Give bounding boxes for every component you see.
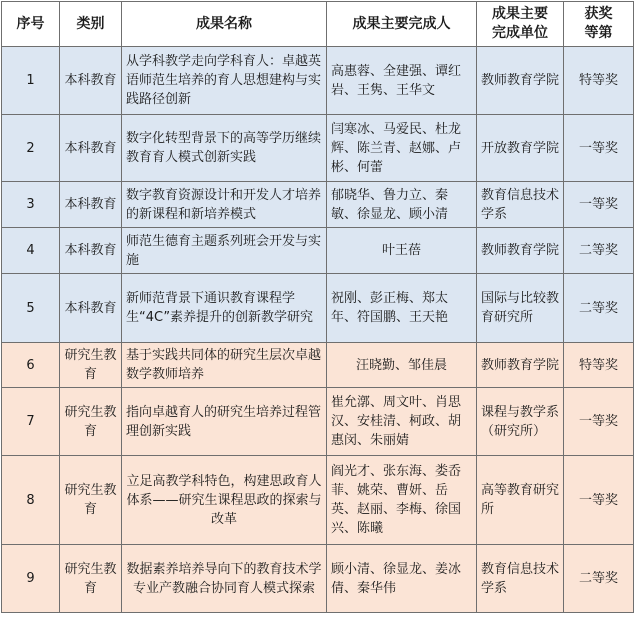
row-title: 数据素养培养导向下的教育技术学专业产教融合协同育人模式探索	[122, 545, 327, 613]
table-row	[2, 228, 634, 274]
row-no: 9	[2, 545, 60, 613]
row-unit: 开放教育学院	[477, 115, 564, 182]
row-no: 5	[2, 274, 60, 343]
row-prize: 特等奖	[564, 47, 634, 115]
row-prize: 特等奖	[564, 343, 634, 388]
row-category: 研究生教育	[60, 343, 122, 388]
header-category: 类别	[60, 2, 122, 47]
row-category: 本科教育	[60, 182, 122, 228]
row-title: 立足高教学科特色，构建思政育人体系——研究生课程思政的探索与改革	[122, 456, 327, 545]
row-category: 本科教育	[60, 47, 122, 115]
table-row	[2, 545, 634, 613]
row-title: 从学科教学走向学科育人：卓越英语师范生培养的育人思想建构与实践路径创新	[122, 47, 327, 115]
row-prize: 一等奖	[564, 115, 634, 182]
row-category: 本科教育	[60, 115, 122, 182]
row-prize: 二等奖	[564, 545, 634, 613]
row-no: 8	[2, 456, 60, 545]
row-no: 2	[2, 115, 60, 182]
table-row	[2, 47, 634, 115]
row-title: 新师范背景下通识教育课程学生“4C”素养提升的创新教学研究	[122, 274, 327, 343]
row-title: 指向卓越育人的研究生培养过程管理创新实践	[122, 388, 327, 456]
row-people: 汪晓勤、邹佳晨	[327, 343, 477, 388]
row-category: 本科教育	[60, 228, 122, 274]
table-row	[2, 115, 634, 182]
row-prize: 一等奖	[564, 182, 634, 228]
row-unit: 课程与教学系（研究所）	[477, 388, 564, 456]
table-row	[2, 182, 634, 228]
row-title: 数字教育资源设计和开发人才培养的新课程和新培养模式	[122, 182, 327, 228]
header-unit: 成果主要完成单位	[477, 2, 564, 47]
row-title: 基于实践共同体的研究生层次卓越数学教师培养	[122, 343, 327, 388]
row-unit: 教师教育学院	[477, 228, 564, 274]
row-unit: 教师教育学院	[477, 47, 564, 115]
row-no: 1	[2, 47, 60, 115]
row-title: 数字化转型背景下的高等学历继续教育育人模式创新实践	[122, 115, 327, 182]
row-people: 闫寒冰、马爱民、杜龙辉、陈兰青、赵娜、卢彬、何蕾	[327, 115, 477, 182]
table-row	[2, 343, 634, 388]
row-people: 祝刚、彭正梅、郑太年、符国鹏、王天艳	[327, 274, 477, 343]
awards-table	[1, 1, 634, 613]
header-prize: 获奖等第	[564, 2, 634, 47]
row-no: 4	[2, 228, 60, 274]
row-category: 研究生教育	[60, 456, 122, 545]
header-people: 成果主要完成人	[327, 2, 477, 47]
row-category: 本科教育	[60, 274, 122, 343]
row-people: 崔允漷、周文叶、肖思汉、安桂清、柯政、胡惠闵、朱丽婧	[327, 388, 477, 456]
row-no: 6	[2, 343, 60, 388]
row-prize: 一等奖	[564, 456, 634, 545]
row-people: 高惠蓉、全建强、谭红岩、王隽、王华文	[327, 47, 477, 115]
table-row	[2, 388, 634, 456]
header-no: 序号	[2, 2, 60, 47]
row-no: 7	[2, 388, 60, 456]
table-row	[2, 456, 634, 545]
row-people: 阎光才、张东海、娄岙菲、姚荣、曹妍、岳英、赵丽、李梅、徐国兴、陈曦	[327, 456, 477, 545]
row-people: 叶王蓓	[327, 228, 477, 274]
row-no: 3	[2, 182, 60, 228]
row-prize: 二等奖	[564, 274, 634, 343]
row-prize: 一等奖	[564, 388, 634, 456]
row-unit: 国际与比较教育研究所	[477, 274, 564, 343]
row-unit: 教师教育学院	[477, 343, 564, 388]
table-header-row	[2, 2, 634, 47]
row-people: 顾小清、徐显龙、姜冰倩、秦华伟	[327, 545, 477, 613]
row-people: 郁晓华、鲁力立、秦敏、徐显龙、顾小清	[327, 182, 477, 228]
header-title: 成果名称	[122, 2, 327, 47]
row-unit: 教育信息技术学系	[477, 545, 564, 613]
row-category: 研究生教育	[60, 388, 122, 456]
row-unit: 高等教育研究所	[477, 456, 564, 545]
row-prize: 二等奖	[564, 228, 634, 274]
row-title: 师范生德育主题系列班会开发与实施	[122, 228, 327, 274]
row-category: 研究生教育	[60, 545, 122, 613]
row-unit: 教育信息技术学系	[477, 182, 564, 228]
table-row	[2, 274, 634, 343]
